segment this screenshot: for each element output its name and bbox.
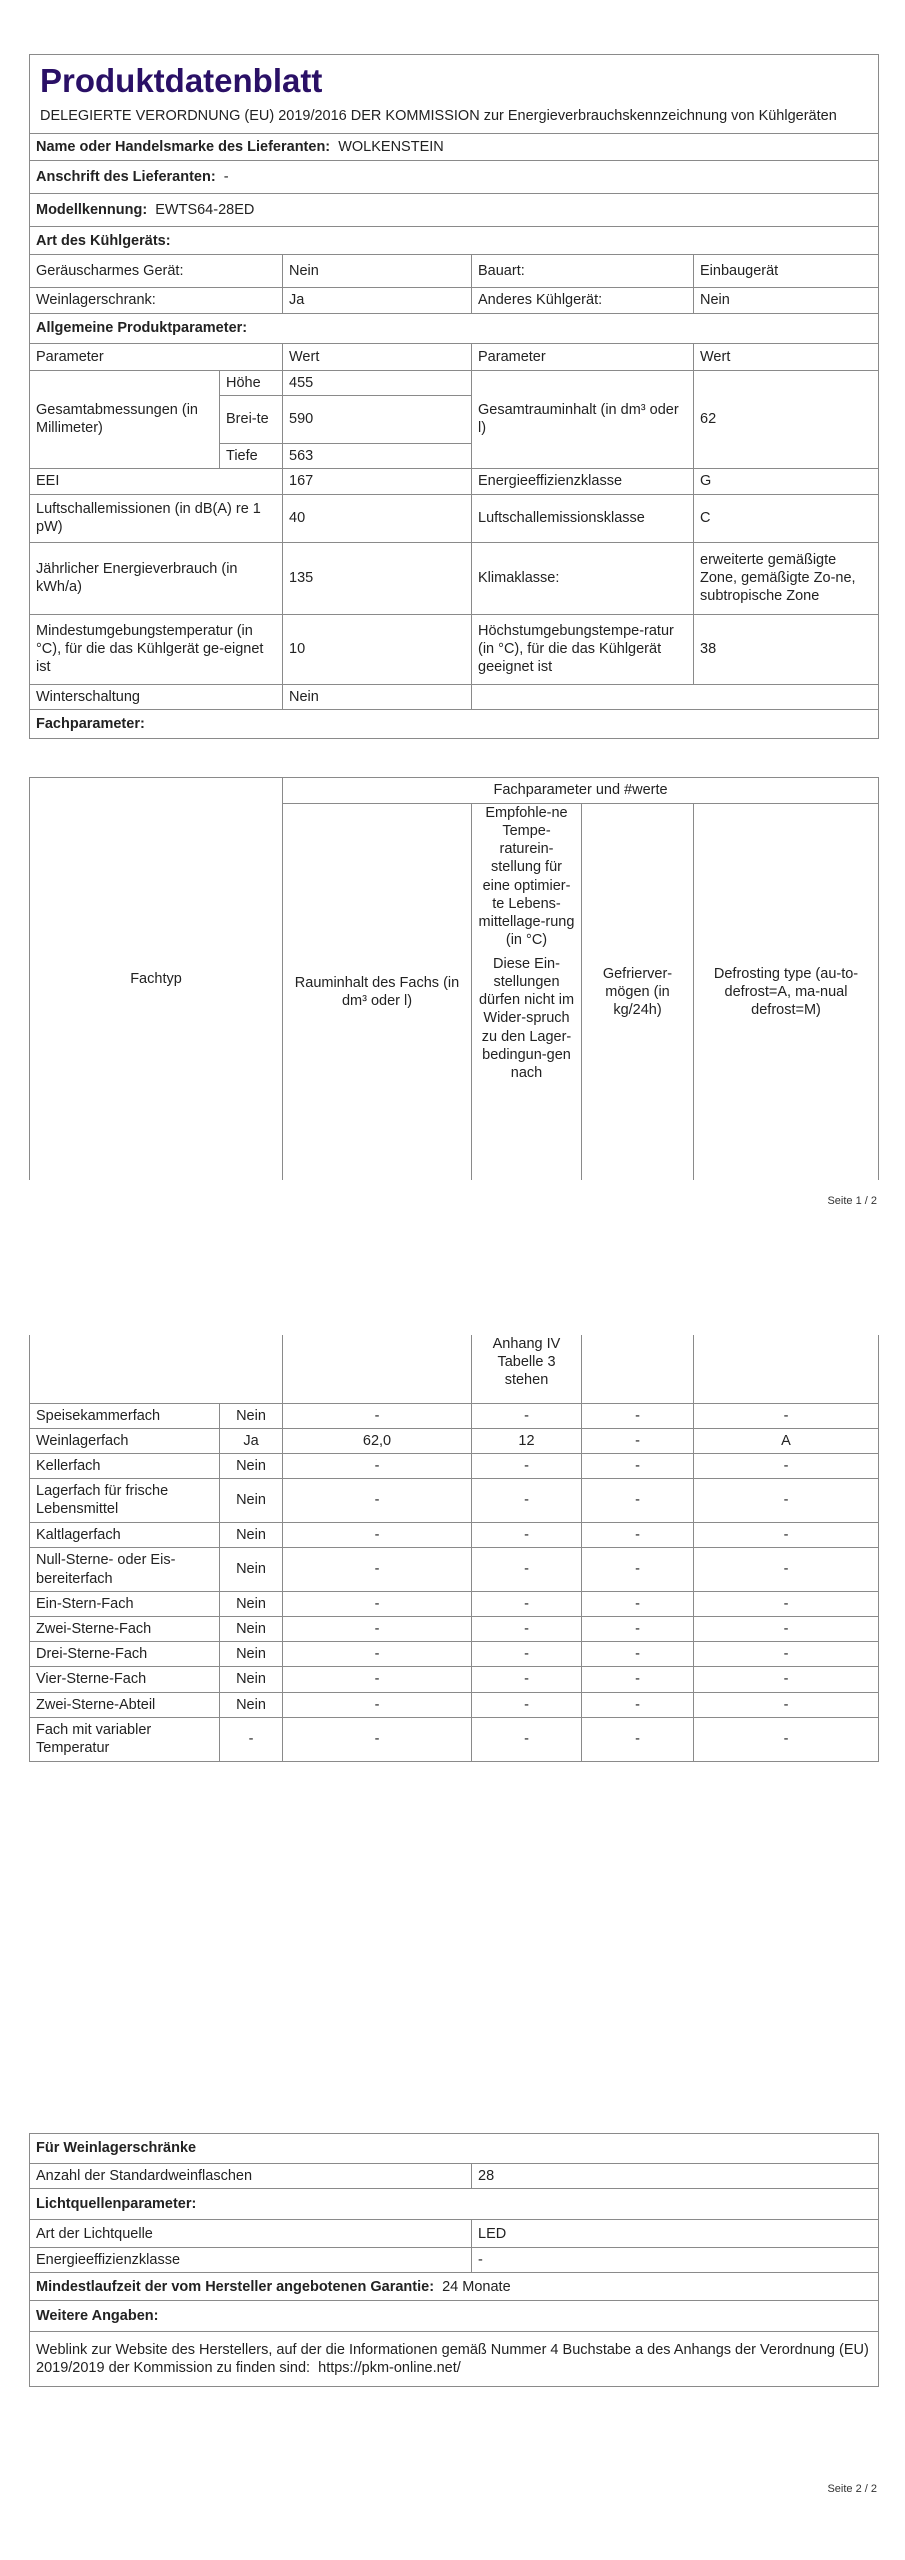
compartment-defrost: -	[694, 1642, 879, 1667]
light-type-value: LED	[472, 2220, 879, 2248]
compartment-row	[30, 1453, 879, 1478]
compartment-present: Nein	[220, 1617, 283, 1642]
compartment-name: Vier-Sterne-Fach	[30, 1667, 220, 1692]
page-number-1: Seite 1 / 2	[827, 1195, 877, 1207]
min-ambient-temp-value: 10	[283, 614, 472, 684]
winter-switch-label: Winterschaltung	[30, 684, 283, 709]
bottles-label: Anzahl der Standardweinflaschen	[30, 2164, 472, 2189]
compartment-present: Nein	[220, 1478, 283, 1522]
low-noise-value: Nein	[283, 255, 472, 288]
title-row	[30, 55, 879, 134]
supplier-name-value: WOLKENSTEIN	[338, 139, 444, 156]
compartment-freeze: -	[582, 1592, 694, 1617]
compartment-row	[30, 1667, 879, 1692]
compartment-table-page-2	[29, 1335, 879, 1762]
depth-label: Tiefe	[220, 443, 283, 468]
page-number-2: Seite 2 / 2	[827, 2483, 877, 2495]
further-heading: Weitere Angaben:	[30, 2301, 879, 2332]
compartment-defrost: -	[694, 1522, 879, 1547]
compartment-temp: -	[472, 1592, 582, 1617]
light-class-row	[30, 2248, 879, 2273]
further-heading-row	[30, 2301, 879, 2332]
compartment-defrost: -	[694, 1453, 879, 1478]
general-heading-row	[30, 313, 879, 343]
compartment-present: Nein	[220, 1548, 283, 1592]
col-header-freezing-capacity: Gefrierver-mögen (in kg/24h)	[582, 804, 694, 1180]
compartment-row	[30, 1717, 879, 1761]
design-value: Einbaugerät	[694, 255, 879, 288]
total-volume-value: 62	[694, 370, 879, 468]
depth-value: 563	[283, 443, 472, 468]
datasheet-table-page-1	[29, 54, 879, 739]
compartment-present: Ja	[220, 1428, 283, 1453]
compartment-freeze: -	[582, 1692, 694, 1717]
compartment-header-continuation-row	[30, 1335, 879, 1403]
compartment-freeze: -	[582, 1617, 694, 1642]
compartment-present: Nein	[220, 1453, 283, 1478]
light-heading: Lichtquellenparameter:	[30, 2189, 879, 2220]
compartment-name: Fach mit variabler Temperatur	[30, 1717, 220, 1761]
col-header-compartment-group: Fachparameter und #werte	[283, 778, 879, 804]
general-heading: Allgemeine Produktparameter:	[30, 313, 879, 343]
supplier-name-row	[30, 134, 879, 161]
compartment-row	[30, 1642, 879, 1667]
compartment-volume: -	[283, 1667, 472, 1692]
compartment-name: Kaltlagerfach	[30, 1522, 220, 1547]
noise-row	[30, 494, 879, 542]
low-noise-row	[30, 255, 879, 288]
width-label: Brei-te	[220, 395, 283, 443]
bottles-row	[30, 2164, 879, 2189]
energy-row	[30, 542, 879, 614]
compartment-header-table-page-1	[29, 777, 879, 1180]
compartment-rows	[30, 1403, 879, 1761]
compartment-temp: 12	[472, 1428, 582, 1453]
wine-cabinet-value: Ja	[283, 288, 472, 313]
compartment-volume: 62,0	[283, 1428, 472, 1453]
compartment-name: Ein-Stern-Fach	[30, 1592, 220, 1617]
col-header-recommended-temp: Empfohle-ne Tempe-raturein-stellung für eine optimier-te Lebens-mittellage-rung (in °C)	[478, 805, 575, 948]
model-label: Modellkennung:	[36, 202, 148, 219]
eei-label: EEI	[30, 468, 283, 494]
compartment-freeze: -	[582, 1522, 694, 1547]
low-noise-label: Geräuscharmes Gerät:	[30, 255, 283, 288]
compartment-defrost: -	[694, 1717, 879, 1761]
col-header-parameter: Parameter	[30, 343, 283, 370]
compartment-freeze: -	[582, 1642, 694, 1667]
min-ambient-temp-label: Mindestumgebungstemperatur (in °C), für die das Kühlgerät ge-eignet ist	[30, 614, 283, 684]
compartment-volume: -	[283, 1617, 472, 1642]
compartment-defrost: -	[694, 1592, 879, 1617]
appliance-type-heading: Art des Kühlgeräts:	[30, 227, 879, 255]
efficiency-class-label: Energieeffizienzklasse	[472, 468, 694, 494]
compartment-row	[30, 1617, 879, 1642]
compartment-temp: -	[472, 1522, 582, 1547]
further-text: Weblink zur Website des Herstellers, auf der die Informationen gemäß Nummer 4 Buchstabe a des Anhangs der Verordnung (EU) 2019/2019 der Kommission zu finden sind:	[36, 2342, 869, 2377]
winter-switch-value: Nein	[283, 684, 472, 709]
compartment-volume: -	[283, 1522, 472, 1547]
efficiency-class-value: G	[694, 468, 879, 494]
col-header-temp-note: Diese Ein-stellungen dürfen nicht im Wider-spruch zu den Lager-bedingun-gen nach	[478, 956, 575, 1081]
dimensions-label: Gesamtabmessungen (in Millimeter)	[30, 370, 220, 468]
compartment-name: Weinlagerfach	[30, 1428, 220, 1453]
compartment-volume: -	[283, 1453, 472, 1478]
manufacturer-weblink[interactable]: https://pkm-online.net/	[318, 2360, 461, 2377]
compartment-freeze: -	[582, 1717, 694, 1761]
other-appliance-value: Nein	[694, 288, 879, 313]
compartment-volume: -	[283, 1642, 472, 1667]
supplier-name-label: Name oder Handelsmarke des Lieferanten:	[36, 139, 331, 156]
max-ambient-temp-value: 38	[694, 614, 879, 684]
warranty-value: 24 Monate	[442, 2278, 511, 2295]
compartment-defrost: -	[694, 1692, 879, 1717]
height-value: 455	[283, 370, 472, 395]
compartment-volume: -	[283, 1478, 472, 1522]
compartment-name: Zwei-Sterne-Fach	[30, 1617, 220, 1642]
regulation-text: DELEGIERTE VERORDNUNG (EU) 2019/2016 DER KOMMISSION zur Energieverbrauchskennzeichnung von Kühlgeräten	[40, 107, 837, 124]
compartment-group-header-row	[30, 778, 879, 804]
other-appliance-label: Anderes Kühlgerät:	[472, 288, 694, 313]
light-type-label: Art der Lichtquelle	[30, 2220, 472, 2248]
light-heading-row	[30, 2189, 879, 2220]
compartments-heading-row	[30, 709, 879, 738]
col-header-value-2: Wert	[694, 343, 879, 370]
wine-heading: Für Weinlagerschränke	[30, 2134, 879, 2164]
col-header-temp-note-continued: Anhang IV Tabelle 3 stehen	[472, 1335, 582, 1403]
appliance-type-heading-row	[30, 227, 879, 255]
compartment-name: Kellerfach	[30, 1453, 220, 1478]
compartment-present: Nein	[220, 1667, 283, 1692]
compartment-present: Nein	[220, 1403, 283, 1428]
supplier-address-value: -	[223, 169, 229, 186]
eei-value: 167	[283, 468, 472, 494]
warranty-label: Mindestlaufzeit der vom Hersteller angebotenen Garantie:	[36, 2278, 435, 2295]
compartment-freeze: -	[582, 1478, 694, 1522]
compartment-temp: -	[472, 1617, 582, 1642]
compartment-row	[30, 1403, 879, 1428]
compartments-heading: Fachparameter:	[30, 709, 879, 738]
page-1	[0, 0, 905, 1240]
page-2	[0, 1240, 905, 2560]
compartment-row	[30, 1692, 879, 1717]
compartment-temp: -	[472, 1667, 582, 1692]
noise-label: Luftschallemissionen (in dB(A) re 1 pW)	[30, 494, 283, 542]
general-column-header-row	[30, 343, 879, 370]
warranty-row	[30, 2273, 879, 2301]
col-header-parameter-2: Parameter	[472, 343, 694, 370]
col-header-volume: Rauminhalt des Fachs (in dm³ oder l)	[283, 804, 472, 1180]
compartment-freeze: -	[582, 1667, 694, 1692]
wine-heading-row	[30, 2134, 879, 2164]
compartment-row	[30, 1548, 879, 1592]
compartment-defrost: A	[694, 1428, 879, 1453]
design-label: Bauart:	[472, 255, 694, 288]
wine-cabinet-row	[30, 288, 879, 313]
light-type-row	[30, 2220, 879, 2248]
model-row	[30, 194, 879, 227]
compartment-temp: -	[472, 1403, 582, 1428]
noise-class-value: C	[694, 494, 879, 542]
compartment-present: Nein	[220, 1642, 283, 1667]
climate-class-value: erweiterte gemäßigte Zone, gemäßigte Zo-ne, subtropische Zone	[694, 542, 879, 614]
compartment-present: Nein	[220, 1692, 283, 1717]
noise-value: 40	[283, 494, 472, 542]
compartment-volume: -	[283, 1592, 472, 1617]
compartment-freeze: -	[582, 1428, 694, 1453]
compartment-volume: -	[283, 1548, 472, 1592]
compartment-temp: -	[472, 1548, 582, 1592]
model-value: EWTS64-28ED	[155, 202, 255, 219]
supplier-address-row	[30, 161, 879, 194]
compartment-name: Lagerfach für frische Lebensmittel	[30, 1478, 220, 1522]
width-value: 590	[283, 395, 472, 443]
dimensions-height-row	[30, 370, 879, 395]
light-class-value: -	[472, 2248, 879, 2273]
page-title: Produktdatenblatt	[40, 62, 323, 99]
eei-row	[30, 468, 879, 494]
ambient-temp-row	[30, 614, 879, 684]
max-ambient-temp-label: Höchstumgebungstempe-ratur (in °C), für die das Kühlgerät geeignet ist	[472, 614, 694, 684]
compartment-volume: -	[283, 1717, 472, 1761]
compartment-name: Drei-Sterne-Fach	[30, 1642, 220, 1667]
compartment-defrost: -	[694, 1667, 879, 1692]
noise-class-label: Luftschallemissionsklasse	[472, 494, 694, 542]
col-header-defrosting-type: Defrosting type (au-to-defrost=A, ma-nual defrost=M)	[694, 804, 879, 1180]
compartment-temp: -	[472, 1478, 582, 1522]
compartment-defrost: -	[694, 1617, 879, 1642]
compartment-row	[30, 1522, 879, 1547]
compartment-temp: -	[472, 1692, 582, 1717]
compartment-freeze: -	[582, 1453, 694, 1478]
total-volume-label: Gesamtrauminhalt (in dm³ oder l)	[472, 370, 694, 468]
compartment-name: Zwei-Sterne-Abteil	[30, 1692, 220, 1717]
further-text-row	[30, 2332, 879, 2387]
compartment-name: Null-Sterne- oder Eis-bereiterfach	[30, 1548, 220, 1592]
compartment-row	[30, 1592, 879, 1617]
col-header-value: Wert	[283, 343, 472, 370]
col-header-compartment-type: Fachtyp	[30, 778, 283, 1180]
compartment-present: -	[220, 1717, 283, 1761]
compartment-temp: -	[472, 1642, 582, 1667]
datasheet-table-page-2	[29, 2133, 879, 2387]
climate-class-label: Klimaklasse:	[472, 542, 694, 614]
height-label: Höhe	[220, 370, 283, 395]
compartment-defrost: -	[694, 1478, 879, 1522]
compartment-volume: -	[283, 1692, 472, 1717]
compartment-freeze: -	[582, 1548, 694, 1592]
light-class-label: Energieeffizienzklasse	[30, 2248, 472, 2273]
compartment-row	[30, 1428, 879, 1453]
compartment-defrost: -	[694, 1548, 879, 1592]
bottles-value: 28	[472, 2164, 879, 2189]
compartment-present: Nein	[220, 1592, 283, 1617]
supplier-address-label: Anschrift des Lieferanten:	[36, 169, 216, 186]
compartment-volume: -	[283, 1403, 472, 1428]
compartment-row	[30, 1478, 879, 1522]
compartment-name: Speisekammerfach	[30, 1403, 220, 1428]
compartment-temp: -	[472, 1453, 582, 1478]
winter-row	[30, 684, 879, 709]
annual-energy-label: Jährlicher Energieverbrauch (in kWh/a)	[30, 542, 283, 614]
compartment-defrost: -	[694, 1403, 879, 1428]
annual-energy-value: 135	[283, 542, 472, 614]
compartment-temp: -	[472, 1717, 582, 1761]
compartment-present: Nein	[220, 1522, 283, 1547]
compartment-freeze: -	[582, 1403, 694, 1428]
wine-cabinet-label: Weinlagerschrank:	[30, 288, 283, 313]
